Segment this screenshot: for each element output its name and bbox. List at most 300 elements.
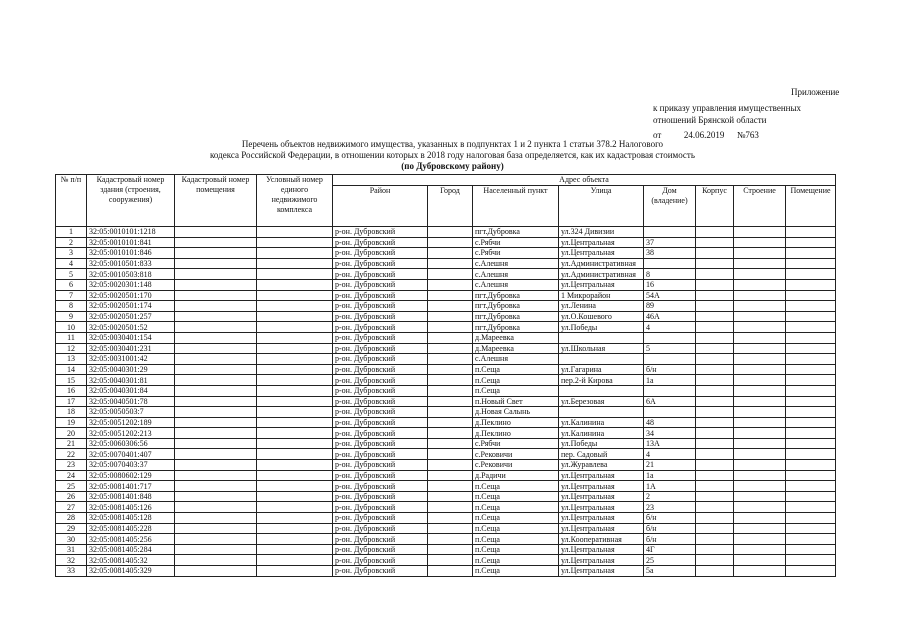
cad-building-number-cell: 32:05:0010101:1218: [87, 227, 175, 238]
korpus-cell: [696, 385, 734, 396]
row-number-cell: 27: [56, 502, 87, 513]
city-cell: [428, 322, 473, 333]
conditional-number-cell: [257, 227, 333, 238]
house-cell: 8: [644, 269, 696, 280]
row-number-cell: 15: [56, 375, 87, 386]
row-number-cell: 1: [56, 227, 87, 238]
korpus-cell: [696, 460, 734, 471]
district-cell: р-он. Дубровский: [333, 491, 428, 502]
district-cell: р-он. Дубровский: [333, 481, 428, 492]
appendix-label: Приложение: [791, 87, 840, 97]
korpus-cell: [696, 523, 734, 534]
table-row: [56, 460, 836, 471]
district-cell: р-он. Дубровский: [333, 227, 428, 238]
conditional-number-cell: [257, 237, 333, 248]
cad-room-number-cell: [175, 460, 257, 471]
conditional-number-cell: [257, 534, 333, 545]
table-row: [56, 248, 836, 259]
city-cell: [428, 227, 473, 238]
cad-room-number-cell: [175, 566, 257, 577]
district-cell: р-он. Дубровский: [333, 375, 428, 386]
stroenie-cell: [734, 364, 786, 375]
col-stroenie: Строение: [734, 186, 786, 227]
district-cell: р-он. Дубровский: [333, 269, 428, 280]
district-cell: р-он. Дубровский: [333, 385, 428, 396]
stroenie-cell: [734, 555, 786, 566]
cad-room-number-cell: [175, 258, 257, 269]
table-row: [56, 279, 836, 290]
korpus-cell: [696, 428, 734, 439]
cad-building-number-cell: 32:05:0030401:231: [87, 343, 175, 354]
district-cell: р-он. Дубровский: [333, 513, 428, 524]
city-cell: [428, 375, 473, 386]
settlement-cell: пгт.Дубровка: [473, 290, 559, 301]
pomeshchenie-cell: [786, 513, 836, 524]
cad-room-number-cell: [175, 343, 257, 354]
district-cell: р-он. Дубровский: [333, 279, 428, 290]
street-cell: ул.О.Кошевого: [559, 311, 644, 322]
pomeshchenie-cell: [786, 491, 836, 502]
title-line-2: кодекса Российской Федерации, в отношении которых в 2018 году налоговая база определяется, как их кадастровая стоимость: [210, 150, 695, 160]
street-cell: ул.Административная: [559, 269, 644, 280]
cad-room-number-cell: [175, 279, 257, 290]
table-row: [56, 449, 836, 460]
table-row: [56, 417, 836, 428]
korpus-cell: [696, 555, 734, 566]
house-cell: б/н: [644, 534, 696, 545]
order-date: 24.06.2019: [683, 130, 725, 140]
conditional-number-cell: [257, 449, 333, 460]
stroenie-cell: [734, 407, 786, 418]
cad-building-number-cell: 32:05:0081405:128: [87, 513, 175, 524]
korpus-cell: [696, 407, 734, 418]
pomeshchenie-cell: [786, 534, 836, 545]
table-row: [56, 428, 836, 439]
korpus-cell: [696, 279, 734, 290]
street-cell: [559, 354, 644, 365]
city-cell: [428, 566, 473, 577]
city-cell: [428, 555, 473, 566]
city-cell: [428, 364, 473, 375]
district-cell: р-он. Дубровский: [333, 555, 428, 566]
stroenie-cell: [734, 301, 786, 312]
city-cell: [428, 534, 473, 545]
cad-building-number-cell: 32:05:0081405:256: [87, 534, 175, 545]
district-cell: р-он. Дубровский: [333, 322, 428, 333]
row-number-cell: 17: [56, 396, 87, 407]
row-number-cell: 22: [56, 449, 87, 460]
pomeshchenie-cell: [786, 460, 836, 471]
stroenie-cell: [734, 385, 786, 396]
street-cell: ул.Калинина: [559, 428, 644, 439]
korpus-cell: [696, 301, 734, 312]
stroenie-cell: [734, 481, 786, 492]
pomeshchenie-cell: [786, 407, 836, 418]
settlement-cell: д.Мареевка: [473, 343, 559, 354]
korpus-cell: [696, 364, 734, 375]
cad-building-number-cell: 32:05:0081405:32: [87, 555, 175, 566]
cad-room-number-cell: [175, 364, 257, 375]
cad-building-number-cell: 32:05:0010503:818: [87, 269, 175, 280]
street-cell: ул.Березовая: [559, 396, 644, 407]
street-cell: [559, 407, 644, 418]
city-cell: [428, 460, 473, 471]
row-number-cell: 5: [56, 269, 87, 280]
stroenie-cell: [734, 290, 786, 301]
conditional-number-cell: [257, 354, 333, 365]
conditional-number-cell: [257, 385, 333, 396]
city-cell: [428, 258, 473, 269]
street-cell: ул.Центральная: [559, 481, 644, 492]
korpus-cell: [696, 322, 734, 333]
cad-building-number-cell: 32:05:0020501:257: [87, 311, 175, 322]
house-cell: 46А: [644, 311, 696, 322]
stroenie-cell: [734, 428, 786, 439]
cad-building-number-cell: 32:05:0020501:170: [87, 290, 175, 301]
row-number-cell: 30: [56, 534, 87, 545]
stroenie-cell: [734, 449, 786, 460]
korpus-cell: [696, 248, 734, 259]
house-cell: 13А: [644, 438, 696, 449]
korpus-cell: [696, 513, 734, 524]
conditional-number-cell: [257, 332, 333, 343]
house-cell: 37: [644, 237, 696, 248]
cad-room-number-cell: [175, 248, 257, 259]
district-cell: р-он. Дубровский: [333, 396, 428, 407]
cad-room-number-cell: [175, 417, 257, 428]
table-row: [56, 385, 836, 396]
conditional-number-cell: [257, 417, 333, 428]
conditional-number-cell: [257, 555, 333, 566]
col-settlement: Населенный пункт: [473, 186, 559, 227]
row-number-cell: 21: [56, 438, 87, 449]
row-number-cell: 26: [56, 491, 87, 502]
stroenie-cell: [734, 502, 786, 513]
stroenie-cell: [734, 417, 786, 428]
stroenie-cell: [734, 311, 786, 322]
table-row: [56, 237, 836, 248]
row-number-cell: 31: [56, 544, 87, 555]
settlement-cell: п.Сеща: [473, 375, 559, 386]
city-cell: [428, 269, 473, 280]
settlement-cell: с.Алешня: [473, 279, 559, 290]
house-cell: 6А: [644, 396, 696, 407]
district-cell: р-он. Дубровский: [333, 248, 428, 259]
korpus-cell: [696, 438, 734, 449]
conditional-number-cell: [257, 544, 333, 555]
korpus-cell: [696, 311, 734, 322]
row-number-cell: 12: [56, 343, 87, 354]
city-cell: [428, 449, 473, 460]
street-cell: [559, 385, 644, 396]
street-cell: ул.Кооперативная: [559, 534, 644, 545]
stroenie-cell: [734, 354, 786, 365]
conditional-number-cell: [257, 566, 333, 577]
settlement-cell: п.Сеща: [473, 566, 559, 577]
conditional-number-cell: [257, 343, 333, 354]
title-subtitle: (по Дубровскому району): [401, 161, 504, 171]
row-number-cell: 11: [56, 332, 87, 343]
pomeshchenie-cell: [786, 470, 836, 481]
cad-room-number-cell: [175, 502, 257, 513]
table-row: [56, 534, 836, 545]
pomeshchenie-cell: [786, 428, 836, 439]
house-cell: 89: [644, 301, 696, 312]
korpus-cell: [696, 237, 734, 248]
street-cell: ул.Административная: [559, 258, 644, 269]
table-row: [56, 566, 836, 577]
house-cell: 48: [644, 417, 696, 428]
cad-room-number-cell: [175, 513, 257, 524]
cad-building-number-cell: 32:05:0010101:846: [87, 248, 175, 259]
house-cell: [644, 227, 696, 238]
stroenie-cell: [734, 322, 786, 333]
conditional-number-cell: [257, 407, 333, 418]
cad-room-number-cell: [175, 311, 257, 322]
house-cell: 38: [644, 248, 696, 259]
cad-building-number-cell: 32:05:0040301:84: [87, 385, 175, 396]
col-pomeshchenie: Помещение: [786, 186, 836, 227]
conditional-number-cell: [257, 460, 333, 471]
cad-building-number-cell: 32:05:0020501:174: [87, 301, 175, 312]
district-cell: р-он. Дубровский: [333, 449, 428, 460]
row-number-cell: 4: [56, 258, 87, 269]
house-cell: б/н: [644, 364, 696, 375]
row-number-cell: 13: [56, 354, 87, 365]
col-num: № п/п: [56, 175, 87, 227]
settlement-cell: п.Сеща: [473, 513, 559, 524]
cad-room-number-cell: [175, 428, 257, 439]
conditional-number-cell: [257, 258, 333, 269]
house-cell: [644, 354, 696, 365]
settlement-cell: с.Алешня: [473, 258, 559, 269]
stroenie-cell: [734, 248, 786, 259]
pomeshchenie-cell: [786, 354, 836, 365]
street-cell: [559, 332, 644, 343]
cad-room-number-cell: [175, 290, 257, 301]
city-cell: [428, 502, 473, 513]
table-row: [56, 523, 836, 534]
district-cell: р-он. Дубровский: [333, 460, 428, 471]
pomeshchenie-cell: [786, 566, 836, 577]
conditional-number-cell: [257, 311, 333, 322]
city-cell: [428, 470, 473, 481]
conditional-number-cell: [257, 322, 333, 333]
cad-building-number-cell: 32:05:0060306:56: [87, 438, 175, 449]
row-number-cell: 32: [56, 555, 87, 566]
settlement-cell: с.Алешня: [473, 269, 559, 280]
district-cell: р-он. Дубровский: [333, 502, 428, 513]
district-cell: р-он. Дубровский: [333, 566, 428, 577]
property-table: [55, 174, 836, 577]
city-cell: [428, 523, 473, 534]
cad-building-number-cell: 32:05:0081405:126: [87, 502, 175, 513]
korpus-cell: [696, 481, 734, 492]
table-row: [56, 227, 836, 238]
settlement-cell: с.Рябчи: [473, 438, 559, 449]
district-cell: р-он. Дубровский: [333, 523, 428, 534]
cad-building-number-cell: 32:05:0010101:841: [87, 237, 175, 248]
settlement-cell: с.Рековичи: [473, 449, 559, 460]
house-cell: 1А: [644, 481, 696, 492]
row-number-cell: 24: [56, 470, 87, 481]
district-cell: р-он. Дубровский: [333, 544, 428, 555]
order-line-2: отношений Брянской области: [653, 115, 767, 125]
row-number-cell: 2: [56, 237, 87, 248]
conditional-number-cell: [257, 523, 333, 534]
city-cell: [428, 396, 473, 407]
table-row: [56, 354, 836, 365]
house-cell: 25: [644, 555, 696, 566]
cad-room-number-cell: [175, 322, 257, 333]
district-cell: р-он. Дубровский: [333, 354, 428, 365]
city-cell: [428, 248, 473, 259]
street-cell: ул.Калинина: [559, 417, 644, 428]
korpus-cell: [696, 269, 734, 280]
settlement-cell: д.Пеклино: [473, 417, 559, 428]
korpus-cell: [696, 449, 734, 460]
cad-building-number-cell: 32:05:0070401:407: [87, 449, 175, 460]
district-cell: р-он. Дубровский: [333, 417, 428, 428]
cad-building-number-cell: 32:05:0081401:848: [87, 491, 175, 502]
table-row: [56, 364, 836, 375]
title-line-1: Перечень объектов недвижимого имущества, указанных в подпунктах 1 и 2 пункта 1 статьи 378.2 Налогового: [241, 139, 664, 149]
stroenie-cell: [734, 491, 786, 502]
cad-room-number-cell: [175, 385, 257, 396]
conditional-number-cell: [257, 375, 333, 386]
conditional-number-cell: [257, 481, 333, 492]
street-cell: ул.Гагарина: [559, 364, 644, 375]
cad-room-number-cell: [175, 470, 257, 481]
korpus-cell: [696, 375, 734, 386]
settlement-cell: д.Мареевка: [473, 332, 559, 343]
cad-room-number-cell: [175, 396, 257, 407]
pomeshchenie-cell: [786, 322, 836, 333]
stroenie-cell: [734, 513, 786, 524]
city-cell: [428, 385, 473, 396]
settlement-cell: с.Рябчи: [473, 237, 559, 248]
order-number: №763: [736, 130, 759, 140]
city-cell: [428, 428, 473, 439]
city-cell: [428, 290, 473, 301]
table-row: [56, 322, 836, 333]
conditional-number-cell: [257, 438, 333, 449]
street-cell: ул.Победы: [559, 322, 644, 333]
header-row-1: [56, 175, 836, 186]
cad-room-number-cell: [175, 449, 257, 460]
table-row: [56, 407, 836, 418]
street-cell: ул.Центральная: [559, 566, 644, 577]
cad-room-number-cell: [175, 523, 257, 534]
street-cell: ул.Центральная: [559, 523, 644, 534]
stroenie-cell: [734, 375, 786, 386]
cad-building-number-cell: 32:05:0010501:833: [87, 258, 175, 269]
house-cell: 21: [644, 460, 696, 471]
table-row: [56, 513, 836, 524]
settlement-cell: п.Сеща: [473, 481, 559, 492]
district-cell: р-он. Дубровский: [333, 237, 428, 248]
district-cell: р-он. Дубровский: [333, 407, 428, 418]
conditional-number-cell: [257, 502, 333, 513]
cad-building-number-cell: 32:05:0050503:7: [87, 407, 175, 418]
conditional-number-cell: [257, 364, 333, 375]
house-cell: 2: [644, 491, 696, 502]
cad-building-number-cell: 32:05:0070403:37: [87, 460, 175, 471]
city-cell: [428, 237, 473, 248]
korpus-cell: [696, 534, 734, 545]
city-cell: [428, 311, 473, 322]
cad-building-number-cell: 32:05:0081405:329: [87, 566, 175, 577]
table-row: [56, 311, 836, 322]
cad-room-number-cell: [175, 301, 257, 312]
table-row: [56, 269, 836, 280]
cad-room-number-cell: [175, 407, 257, 418]
cad-room-number-cell: [175, 269, 257, 280]
street-cell: ул.Центральная: [559, 544, 644, 555]
row-number-cell: 10: [56, 322, 87, 333]
settlement-cell: пгт.Дубровка: [473, 227, 559, 238]
korpus-cell: [696, 470, 734, 481]
table-row: [56, 258, 836, 269]
house-cell: [644, 385, 696, 396]
row-number-cell: 19: [56, 417, 87, 428]
stroenie-cell: [734, 279, 786, 290]
city-cell: [428, 417, 473, 428]
table-row: [56, 301, 836, 312]
city-cell: [428, 481, 473, 492]
cad-room-number-cell: [175, 555, 257, 566]
settlement-cell: п.Сеща: [473, 502, 559, 513]
col-street: Улица: [559, 186, 644, 227]
col-conditional: Условный номер единого недвижимого комплекса: [257, 175, 333, 227]
house-cell: 23: [644, 502, 696, 513]
cad-building-number-cell: 32:05:0040501:78: [87, 396, 175, 407]
row-number-cell: 16: [56, 385, 87, 396]
col-district: Район: [333, 186, 428, 227]
col-cad-building: Кадастровый номер здания (строения, сооружения): [87, 175, 175, 227]
settlement-cell: п.Новый Свет: [473, 396, 559, 407]
pomeshchenie-cell: [786, 555, 836, 566]
row-number-cell: 25: [56, 481, 87, 492]
korpus-cell: [696, 258, 734, 269]
cad-building-number-cell: 32:05:0030401:154: [87, 332, 175, 343]
house-cell: 4Г: [644, 544, 696, 555]
conditional-number-cell: [257, 301, 333, 312]
settlement-cell: с.Рябчи: [473, 248, 559, 259]
settlement-cell: пгт.Дубровка: [473, 311, 559, 322]
table-row: [56, 555, 836, 566]
korpus-cell: [696, 227, 734, 238]
cad-building-number-cell: 32:05:0040301:81: [87, 375, 175, 386]
house-cell: 4: [644, 449, 696, 460]
pomeshchenie-cell: [786, 502, 836, 513]
house-cell: 34: [644, 428, 696, 439]
pomeshchenie-cell: [786, 417, 836, 428]
cad-room-number-cell: [175, 354, 257, 365]
row-number-cell: 14: [56, 364, 87, 375]
pomeshchenie-cell: [786, 311, 836, 322]
pomeshchenie-cell: [786, 290, 836, 301]
pomeshchenie-cell: [786, 523, 836, 534]
stroenie-cell: [734, 566, 786, 577]
conditional-number-cell: [257, 248, 333, 259]
street-cell: ул.Центральная: [559, 555, 644, 566]
cad-building-number-cell: 32:05:0081401:717: [87, 481, 175, 492]
stroenie-cell: [734, 396, 786, 407]
settlement-cell: п.Сеща: [473, 534, 559, 545]
table-row: [56, 375, 836, 386]
table-row: [56, 396, 836, 407]
